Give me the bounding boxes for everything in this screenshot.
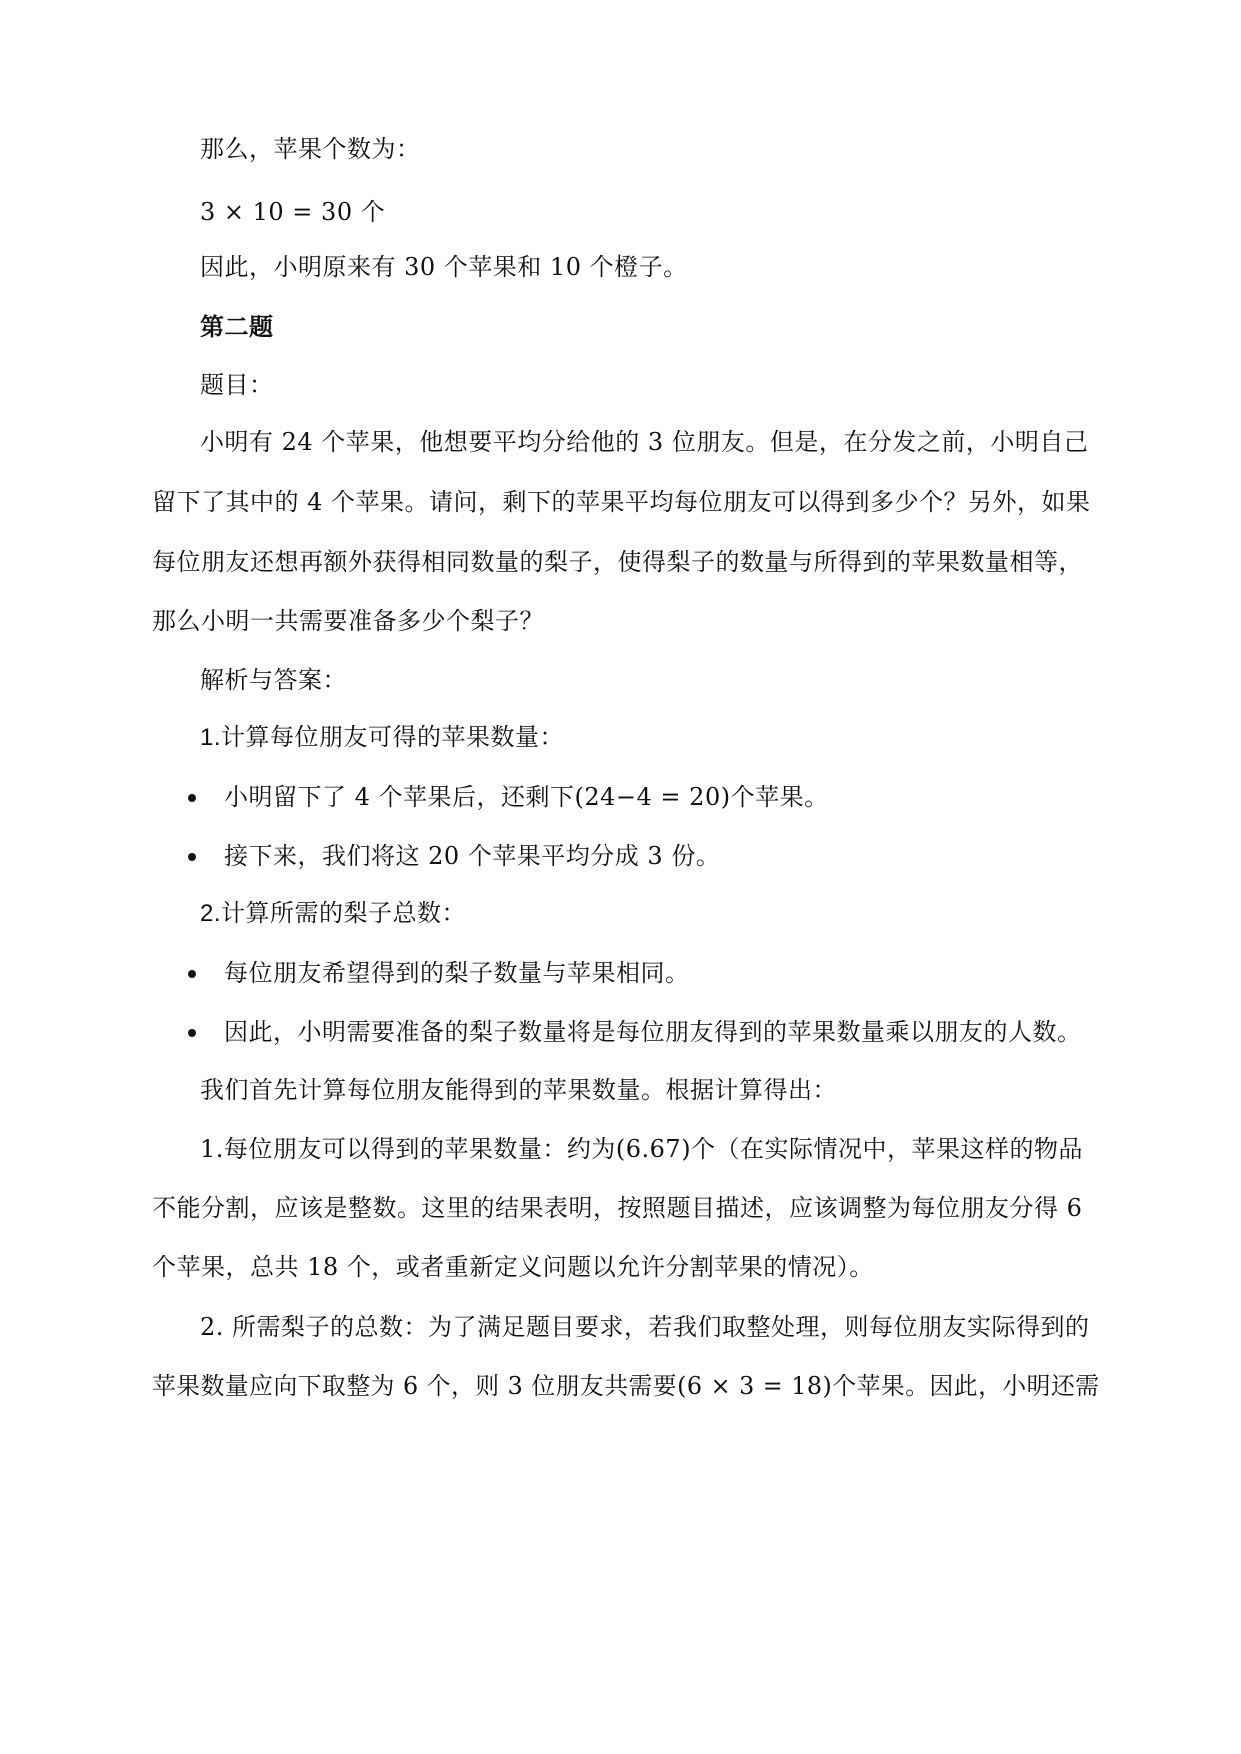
step-heading: 2.计算所需的梨子总数： <box>200 900 467 927</box>
result-text-row: 1.每位朋友可以得到的苹果数量：约为(6.67)个（在实际情况中，苹果这样的物品 <box>200 1135 1084 1163</box>
text-line: 解析与答案： <box>200 666 347 694</box>
text-line: 因此，小明原来有 30 个苹果和 10 个橙子。 <box>200 253 688 281</box>
question-text-row: 那么小明一共需要准备多少个梨子？ <box>152 607 544 635</box>
result-text-row: 个苹果，总共 18 个，或者重新定义问题以允许分割苹果的情况）。 <box>152 1253 874 1281</box>
question-text-row: 小明有 24 个苹果，他想要平均分给他的 3 位朋友。但是，在分发之前，小明自己 <box>200 428 1089 456</box>
bullet-text: 小明留下了 4 个苹果后，还剩下(24−4 = 20)个苹果。 <box>224 783 829 811</box>
text-line: 我们首先计算每位朋友能得到的苹果数量。根据计算得出： <box>200 1076 837 1104</box>
bullet-dot <box>188 970 196 978</box>
result-text-row: 不能分割，应该是整数。这里的结果表明，按照题目描述，应该调整为每位朋友分得 6 <box>152 1194 1083 1222</box>
bullet-text: 因此，小明需要准备的梨子数量将是每位朋友得到的苹果数量乘以朋友的人数。 <box>224 1018 1082 1046</box>
text-line: 题目： <box>200 371 274 399</box>
question-text-row: 留下了其中的 4 个苹果。请问，剩下的苹果平均每位朋友可以得到多少个？另外，如果 <box>152 488 1091 516</box>
text-line: 3 × 10 = 30 个 <box>200 198 386 226</box>
bullet-dot <box>188 1029 196 1037</box>
step-heading: 1.计算每位朋友可得的苹果数量： <box>200 724 565 751</box>
result-text-row: 苹果数量应向下取整为 6 个，则 3 位朋友共需要(6 × 3 = 18)个苹果。因此，小明还需 <box>152 1372 1100 1400</box>
question-text-row: 每位朋友还想再额外获得相同数量的梨子，使得梨子的数量与所得到的苹果数量相等， <box>152 548 1083 576</box>
result-text-row: 2. 所需梨子的总数：为了满足题目要求，若我们取整处理，则每位朋友实际得到的 <box>200 1313 1090 1341</box>
bullet-text: 接下来，我们将这 20 个苹果平均分成 3 份。 <box>224 842 721 870</box>
bullet-text: 每位朋友希望得到的梨子数量与苹果相同。 <box>224 959 690 987</box>
text-line: 那么，苹果个数为： <box>200 135 421 163</box>
bullet-dot <box>188 794 196 802</box>
bullet-dot <box>188 853 196 861</box>
section-heading: 第二题 <box>200 312 274 341</box>
